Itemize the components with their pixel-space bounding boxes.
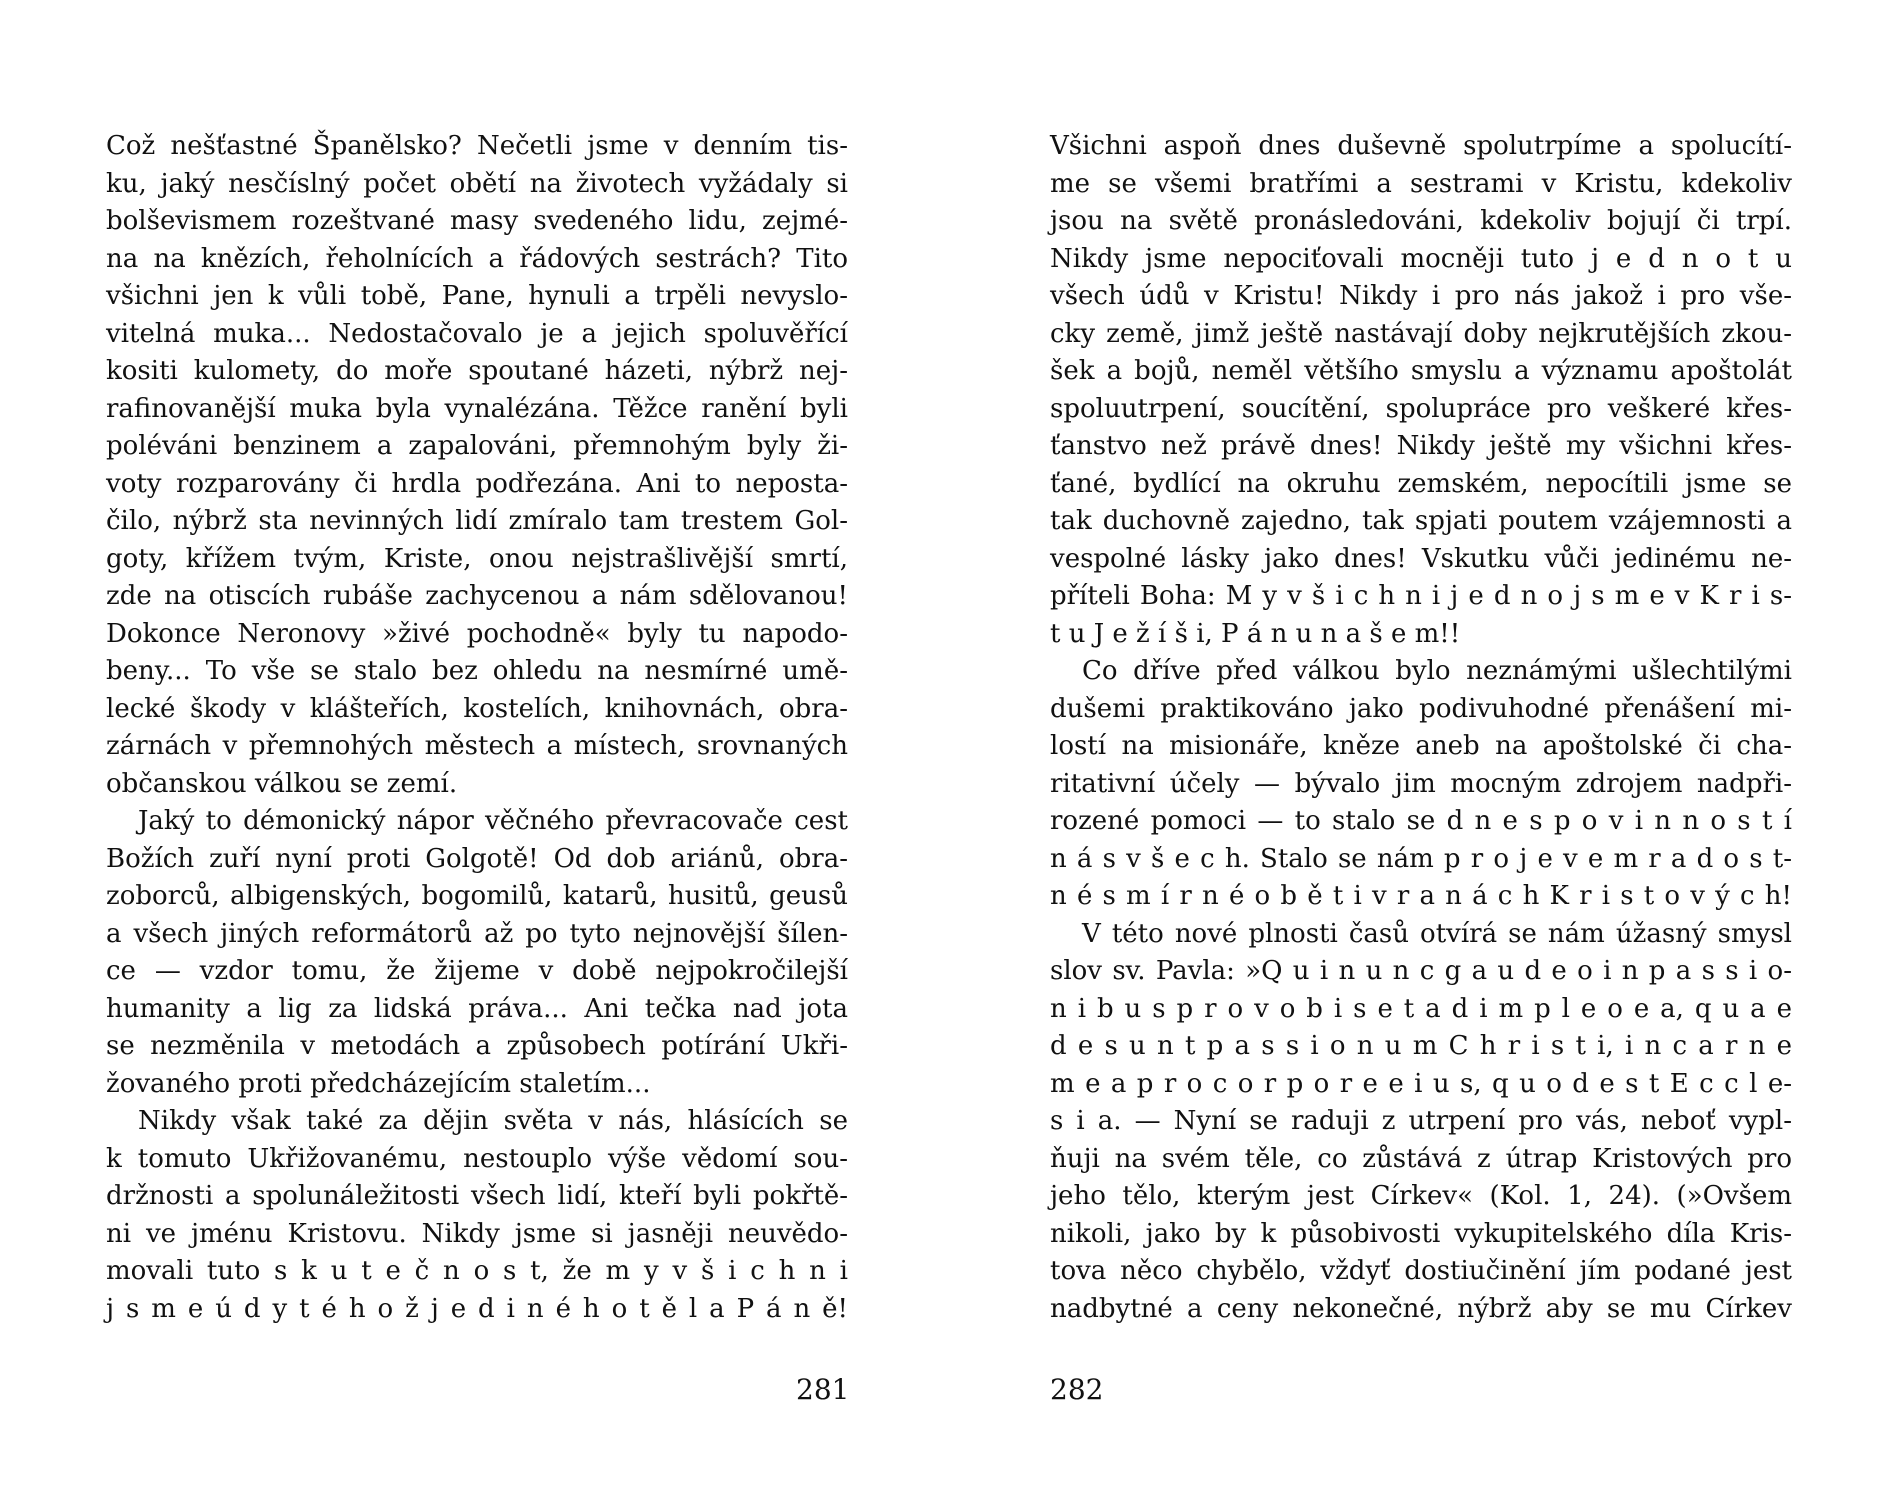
text-line: zárnách v přemnohých městech a místech, srovnaných: [106, 731, 848, 761]
text-line: V této nové plnosti časů otvírá se nám úžasný smysl: [1082, 918, 1792, 949]
text-line: k tomuto Ukřižovanému, nestouplo výše vědomí sou-: [106, 1143, 848, 1174]
text-line: n i b u s p r o v o b i s e t a d i m p l e o e a, q u a e: [1050, 993, 1792, 1024]
text-line: Což nešťastné Španělsko? Nečetli jsme v denním tis-: [106, 131, 848, 161]
text-line: příteli Boha: M y v š i c h n i j e d n o j s m e v K r i s-: [1050, 581, 1792, 611]
text-line: m e a p r o c o r p o r e e i u s, q u o d e s t E c c l e-: [1050, 1068, 1792, 1099]
text-line: Božích zuří nyní proti Golgotě! Od dob ariánů, obra-: [106, 843, 848, 874]
text-line: bolševismem rozeštvané masy svedeného lidu, zejmé-: [106, 206, 848, 236]
text-line: jeho tělo, kterým jest Církev« (Kol. 1, 24). (»Ovšem: [1050, 1181, 1792, 1211]
text-line: šek a bojů, neměl většího smyslu a významu apoštolát: [1050, 356, 1792, 386]
text-line: dušemi praktikováno jako podivuhodné přenášení mi-: [1050, 693, 1792, 724]
text-line: voty rozparovány či hrdla podřezána. Ani to neposta-: [106, 468, 848, 499]
text-line: kositi kulomety, do moře spoutané házeti, nýbrž nej-: [106, 356, 848, 386]
text-line: občanskou válkou se zemí.: [106, 768, 458, 799]
text-line: a všech jiných reformátorů až po tyto nejnovější šílen-: [106, 918, 848, 949]
text-line: n é s m í r n é o b ě t i v r a n á c h K r i s t o v ý c h!: [1050, 881, 1792, 911]
left-page: [106, 128, 848, 1328]
text-line: poléváni benzinem a zapalováni, přemnohým byly ži-: [106, 431, 848, 461]
text-line: spoluutrpení, soucítění, spolupráce pro veškeré křes-: [1050, 393, 1792, 424]
text-line: movali tuto s k u t e č n o s t, že m y v š i c h n i: [106, 1256, 848, 1286]
text-line: Co dříve před válkou bylo neznámými ušlechtilými: [1082, 656, 1792, 686]
text-line: Dokonce Neronovy »živé pochodně« byly tu napodo-: [106, 618, 848, 649]
text-line: me se všemi bratřími a sestrami v Kristu, kdekoliv: [1050, 168, 1792, 199]
text-line: nikoli, jako by k působivosti vykupitelského díla Kris-: [1050, 1218, 1792, 1249]
text-line: rafinovanější muka byla vynalézána. Těžce ranění byli: [106, 393, 848, 424]
text-line: čilo, nýbrž sta nevinných lidí zmíralo tam trestem Gol-: [106, 506, 848, 536]
text-line: lecké škody v klášteřích, kostelích, knihovnách, obra-: [106, 693, 848, 724]
text-line: ritativní účely — bývalo jim mocným zdrojem nadpři-: [1050, 768, 1792, 799]
text-line: ku, jaký nesčíslný počet obětí na životech vyžádaly si: [106, 168, 848, 199]
text-line: ce — vzdor tomu, že žijeme v době nejpokročilejší: [106, 956, 848, 986]
text-line: Nikdy však také za dějin světa v nás, hlásících se: [138, 1106, 848, 1136]
text-line: ťané, bydlící na okruhu zemském, nepocítili jsme se: [1050, 468, 1792, 499]
text-line: d e s u n t p a s s i o n u m C h r i s t i, i n c a r n e: [1050, 1031, 1792, 1061]
text-line: vespolné lásky jako dnes! Vskutku vůči jedinému ne-: [1050, 543, 1792, 574]
text-line: cky země, jimž ještě nastávají doby nejkrutějších zkou-: [1050, 318, 1792, 349]
text-line: t u J e ž í š i, P á n u n a š e m!!: [1050, 618, 1461, 649]
text-line: beny... To vše se stalo bez ohledu na nesmírné umě-: [106, 656, 848, 686]
text-line: všichni jen k vůli tobě, Pane, hynuli a trpěli nevyslo-: [106, 281, 848, 311]
text-line: j s m e ú d y t é h o ž j e d i n é h o t ě l a P á n ě!: [106, 1293, 848, 1324]
text-line: rozené pomoci — to stalo se d n e s p o v i n n o s t í: [1050, 806, 1792, 836]
text-line: jsou na světě pronásledováni, kdekoliv bojují či trpí.: [1050, 206, 1792, 236]
text-line: zde na otiscích rubáše zachycenou a nám sdělovanou!: [106, 581, 848, 611]
text-line: humanity a lig za lidská práva... Ani tečka nad jota: [106, 993, 848, 1024]
text-line: slov sv. Pavla: »Q u i n u n c g a u d e o i n p a s s i o-: [1050, 956, 1792, 986]
text-line: žovaného proti předcházejícím staletím...: [106, 1068, 651, 1099]
text-line: ňuji na svém těle, co zůstává z útrap Kristových pro: [1050, 1143, 1792, 1174]
text-line: držnosti a spolunáležitosti všech lidí, kteří byli pokřtě-: [106, 1181, 848, 1211]
text-line: goty, křížem tvým, Kriste, onou nejstrašlivější smrtí,: [106, 543, 848, 574]
text-line: tova něco chybělo, vždyť dostiučinění jím podané jest: [1050, 1256, 1792, 1286]
text-line: na na knězích, řeholnících a řádových sestrách? Tito: [106, 243, 848, 274]
text-line: se nezměnila v metodách a způsobech potírání Ukři-: [106, 1031, 848, 1061]
text-line: ni ve jménu Kristovu. Nikdy jsme si jasněji neuvědo-: [106, 1218, 848, 1249]
text-line: vitelná muka... Nedostačovalo je a jejich spoluvěřící: [106, 318, 848, 349]
page-number-right: 282: [1050, 1373, 1104, 1406]
page-number-left: 281: [796, 1373, 850, 1406]
text-line: ťanstvo než právě dnes! Nikdy ještě my všichni křes-: [1050, 431, 1792, 461]
text-line: n á s v š e c h. Stalo se nám p r o j e v e m r a d o s t-: [1050, 843, 1792, 874]
text-line: všech údů v Kristu! Nikdy i pro nás jakož i pro vše-: [1050, 281, 1792, 311]
text-line: Jaký to démonický nápor věčného převracovače cest: [138, 806, 848, 836]
text-line: tak duchovně zajedno, tak spjati poutem vzájemnosti a: [1050, 506, 1792, 536]
text-line: Nikdy jsme nepociťovali mocněji tuto j e d n o t u: [1050, 243, 1792, 274]
right-page: [1050, 128, 1792, 1328]
text-line: zoborců, albigenských, bogomilů, katarů, husitů, geusů: [106, 881, 848, 911]
text-line: Všichni aspoň dnes duševně spolutrpíme a spolucítí-: [1050, 131, 1792, 161]
text-line: lostí na misionáře, kněze aneb na apoštolské či cha-: [1050, 731, 1792, 761]
text-line: s i a. — Nyní se raduji z utrpení pro vás, neboť vypl-: [1050, 1106, 1792, 1136]
text-line: nadbytné a ceny nekonečné, nýbrž aby se mu Církev: [1050, 1293, 1792, 1324]
